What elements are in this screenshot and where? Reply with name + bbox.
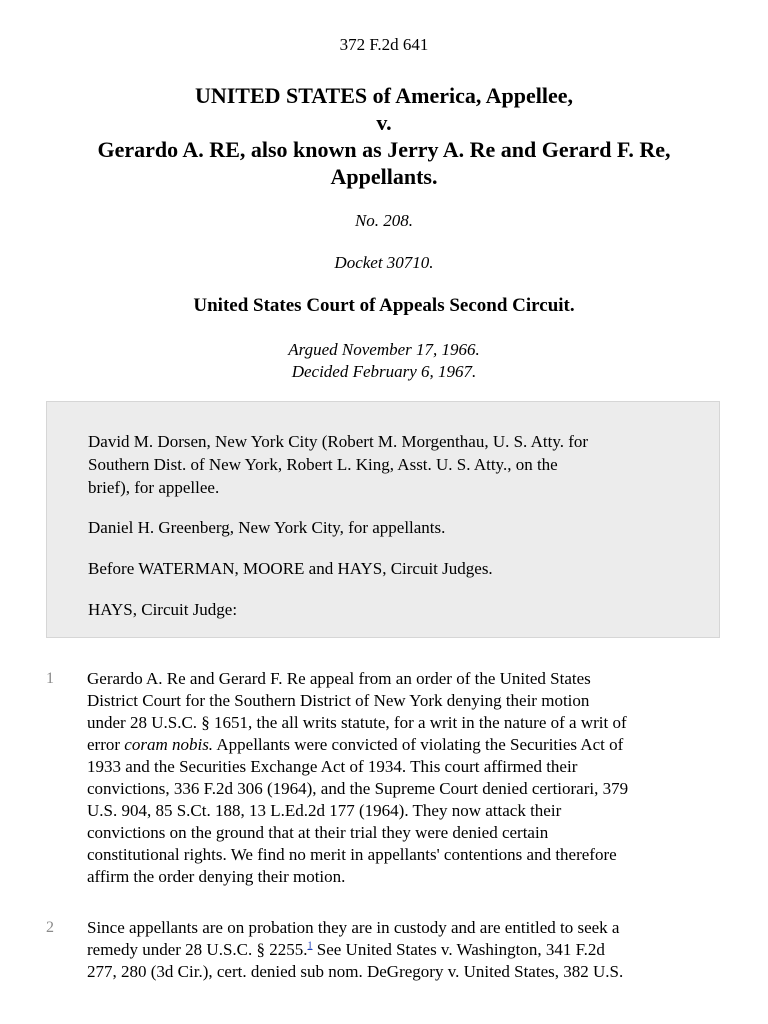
paragraph-line: U.S. 904, 85 S.Ct. 188, 13 L.Ed.2d 177 (1964). They now attack their — [87, 801, 562, 820]
line-text: Appellants were convicted of violating the Securities Act of — [213, 735, 624, 754]
paragraph-line: affirm the order denying their motion. — [87, 867, 346, 886]
appellee-counsel-line: David M. Dorsen, New York City (Robert M. Morgenthau, U. S. Atty. for — [88, 432, 589, 451]
paragraph-line — [87, 939, 722, 961]
case-number: No. 208. — [354, 211, 414, 230]
appellee-counsel-line: brief), for appellee. — [88, 478, 220, 497]
appellants-counsel: Daniel H. Greenberg, New York City, for appellants. — [88, 518, 446, 537]
paragraph-line: Since appellants are on probation they are in custody and are entitled to seek a — [87, 918, 620, 937]
latin-term: coram nobis. — [124, 735, 214, 754]
authoring-judge: HAYS, Circuit Judge: — [88, 600, 238, 619]
panel-judges: Before WATERMAN, MOORE and HAYS, Circuit Judges. — [88, 559, 493, 578]
paragraph-line: 277, 280 (3d Cir.), cert. denied sub nom. DeGregory v. United States, 382 U.S. — [87, 962, 624, 981]
footnote-link[interactable]: 1 — [307, 940, 313, 952]
argued-date: Argued November 17, 1966. — [288, 340, 480, 359]
paragraph-line: Gerardo A. Re and Gerard F. Re appeal from an order of the United States — [87, 669, 591, 688]
counsel-box — [46, 401, 720, 638]
court-name: United States Court of Appeals Second Circuit. — [193, 295, 575, 316]
case-citation: 372 F.2d 641 — [339, 35, 429, 54]
paragraph-line: under 28 U.S.C. § 1651, the all writs statute, for a writ in the nature of a writ of — [87, 713, 627, 732]
docket-number: Docket 30710. — [334, 253, 434, 272]
line-text: error — [87, 735, 125, 754]
paragraph-number: 1 — [46, 670, 54, 687]
argument-dates — [0, 339, 768, 383]
paragraph-line: convictions on the ground that at their trial they were denied certain — [87, 823, 549, 842]
line-text: See United States v. Washington, 341 F.2d — [312, 940, 605, 959]
decided-date: Decided February 6, 1967. — [291, 362, 477, 381]
line-text: remedy under 28 U.S.C. § 2255. — [87, 940, 308, 959]
title-line-appellants: Appellants. — [330, 164, 438, 189]
appellee-counsel-line: Southern Dist. of New York, Robert L. King, Asst. U. S. Atty., on the — [88, 455, 558, 474]
paragraph-number: 2 — [46, 919, 54, 936]
paragraph-line: 1933 and the Securities Exchange Act of 1934. This court affirmed their — [87, 757, 578, 776]
paragraph-line — [87, 734, 722, 756]
paragraph-line: convictions, 336 F.2d 306 (1964), and the Supreme Court denied certiorari, 379 — [87, 779, 629, 798]
paragraph-text — [87, 668, 722, 888]
paragraph-text — [87, 917, 722, 983]
appellee-counsel — [88, 430, 688, 499]
title-line-versus: v. — [376, 110, 392, 135]
case-title — [0, 82, 768, 190]
paragraph-line: District Court for the Southern District of New York denying their motion — [87, 691, 590, 710]
title-line-appellants-names: Gerardo A. RE, also known as Jerry A. Re and Gerard F. Re, — [97, 137, 671, 162]
paragraph-line: constitutional rights. We find no merit in appellants' contentions and therefore — [87, 845, 617, 864]
title-line-appellee: UNITED STATES of America, Appellee, — [194, 83, 574, 108]
